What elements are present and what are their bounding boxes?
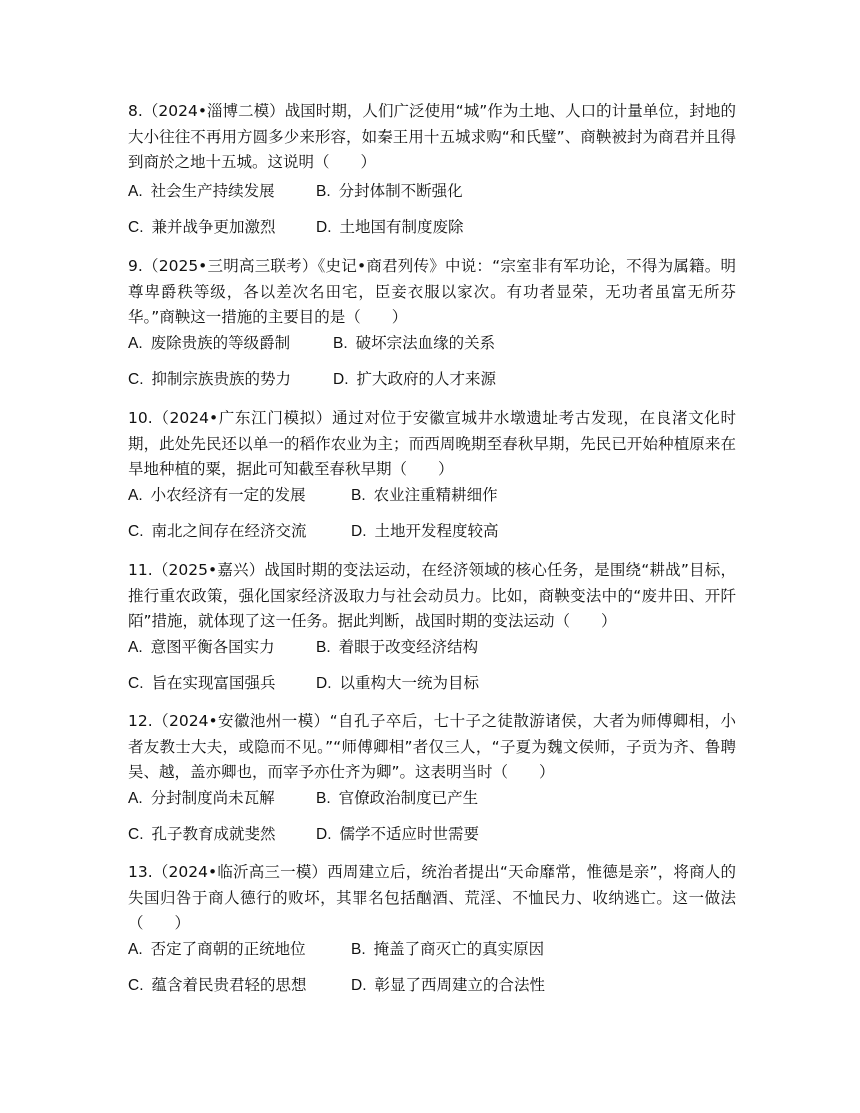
option-text: 彰显了西周建立的合法性 <box>374 976 546 994</box>
option-b <box>316 635 478 660</box>
option-letter: B. <box>351 941 366 958</box>
question-stem: 13.（2024•临沂高三一模）西周建立后，统治者提出“天命靡常，惟德是亲”，将商人的失国归咎于商人德行的败坏，其罪名包括酗酒、荒淫、不恤民力、收纳逃亡。这一做法（ ） <box>128 863 736 932</box>
option-letter: D. <box>333 371 349 388</box>
option-text: 兼并战争更加激烈 <box>151 218 276 236</box>
option-text: 抑制宗族贵族的势力 <box>151 370 292 388</box>
option-letter: A. <box>128 183 143 200</box>
option-letter: A. <box>128 639 143 656</box>
question-stem: 9.（2025•三明高三联考）《史记•商君列传》中说：“宗室非有军功论，不得为属籍。明尊卑爵秩等级，各以差次名田宅，臣妾衣服以家次。有功者显荣，无功者虽富无所芬华。”商鞅这一措施的主要目的是（ ） <box>128 257 736 326</box>
option-letter: C. <box>128 371 144 388</box>
option-letter: B. <box>333 335 348 352</box>
question-8 <box>128 99 736 236</box>
option-text: 社会生产持续发展 <box>150 182 275 200</box>
option-b <box>351 937 544 962</box>
option-letter: C. <box>128 826 144 843</box>
question-stem: 8.（2024•淄博二模）战国时期，人们广泛使用“城”作为土地、人口的计量单位，封地的大小往往不再用方圆多少来形容，如秦王用十五城求购“和氏璧”、商鞅被封为商君并且得到商於之地十五城。这说明（ ） <box>128 102 736 171</box>
option-d <box>316 215 464 240</box>
option-text: 否定了商朝的正统地位 <box>150 940 306 958</box>
option-letter: D. <box>316 675 332 692</box>
option-text: 南北之间存在经济交流 <box>151 522 307 540</box>
option-d <box>316 822 479 847</box>
question-stem: 10.（2024•广东江门模拟）通过对位于安徽宣城井水墩遗址考古发现，在良渚文化时期，此处先民还以单一的稻作农业为主；而西周晚期至春秋早期，先民已开始种植原来在旱地种植的粟，据此可知截至春秋早期（ ） <box>128 409 736 478</box>
option-b <box>333 331 495 356</box>
option-text: 分封制度尚未瓦解 <box>150 789 275 807</box>
option-text: 意图平衡各国实力 <box>150 638 275 656</box>
option-d <box>333 367 496 392</box>
option-b <box>316 179 463 204</box>
option-text: 着眼于改变经济结构 <box>338 638 479 656</box>
option-text: 旨在实现富国强兵 <box>151 674 276 692</box>
option-c <box>128 367 291 392</box>
option-text: 掩盖了商灭亡的真实原因 <box>373 940 545 958</box>
option-text: 分封体制不断强化 <box>338 182 463 200</box>
option-d <box>351 973 545 998</box>
option-c <box>128 519 307 544</box>
option-letter: A. <box>128 335 143 352</box>
option-text: 土地开发程度较高 <box>374 522 499 540</box>
option-letter: A. <box>128 941 143 958</box>
option-text: 废除贵族的等级爵制 <box>150 334 291 352</box>
option-letter: C. <box>128 219 144 236</box>
option-c <box>128 215 276 240</box>
option-c <box>128 671 276 696</box>
option-text: 官僚政治制度已产生 <box>338 789 479 807</box>
question-11 <box>128 558 736 692</box>
option-c <box>128 822 276 847</box>
option-text: 儒学不适应时世需要 <box>339 825 480 843</box>
option-a <box>128 635 275 660</box>
option-text: 小农经济有一定的发展 <box>150 486 306 504</box>
option-d <box>351 519 499 544</box>
option-letter: D. <box>351 523 367 540</box>
question-10 <box>128 406 736 540</box>
option-a <box>128 937 306 962</box>
option-b <box>351 483 498 508</box>
option-text: 破坏宗法血缘的关系 <box>355 334 496 352</box>
option-letter: A. <box>128 487 143 504</box>
option-letter: B. <box>351 487 366 504</box>
option-letter: D. <box>316 826 332 843</box>
option-a <box>128 179 275 204</box>
option-text: 农业注重精耕细作 <box>373 486 498 504</box>
option-text: 扩大政府的人才来源 <box>356 370 497 388</box>
option-a <box>128 483 306 508</box>
option-a <box>128 786 275 811</box>
question-9 <box>128 254 736 388</box>
option-letter: D. <box>316 219 332 236</box>
question-stem: 12.（2024•安徽池州一模）“自孔子卒后，七十子之徒散游诸侯，大者为师傅卿相，小者友教士大夫，或隐而不见。”“师傅卿相”者仅三人，“子夏为魏文侯师，子贡为齐、鲁聘吴、越，盖亦卿也，而宰予亦仕齐为卿”。这表明当时（ ） <box>128 712 736 781</box>
option-letter: B. <box>316 183 331 200</box>
option-letter: C. <box>128 977 144 994</box>
option-b <box>316 786 478 811</box>
option-letter: B. <box>316 639 331 656</box>
option-d <box>316 671 479 696</box>
option-letter: C. <box>128 675 144 692</box>
question-13 <box>128 860 736 994</box>
option-c <box>128 973 307 998</box>
question-12 <box>128 709 736 843</box>
option-text: 土地国有制度废除 <box>339 218 464 236</box>
option-letter: C. <box>128 523 144 540</box>
option-text: 以重构大一统为目标 <box>339 674 480 692</box>
option-letter: D. <box>351 977 367 994</box>
option-letter: A. <box>128 790 143 807</box>
option-text: 孔子教育成就斐然 <box>151 825 276 843</box>
option-text: 蕴含着民贵君轻的思想 <box>151 976 307 994</box>
question-stem: 11.（2025•嘉兴）战国时期的变法运动，在经济领域的核心任务，是围绕“耕战”目标，推行重农政策，强化国家经济汲取力与社会动员力。比如，商鞅变法中的“废井田、开阡陌”措施，就体现了这一任务。据此判断，战国时期的变法运动（ ） <box>128 561 736 630</box>
option-letter: B. <box>316 790 331 807</box>
option-a <box>128 331 290 356</box>
